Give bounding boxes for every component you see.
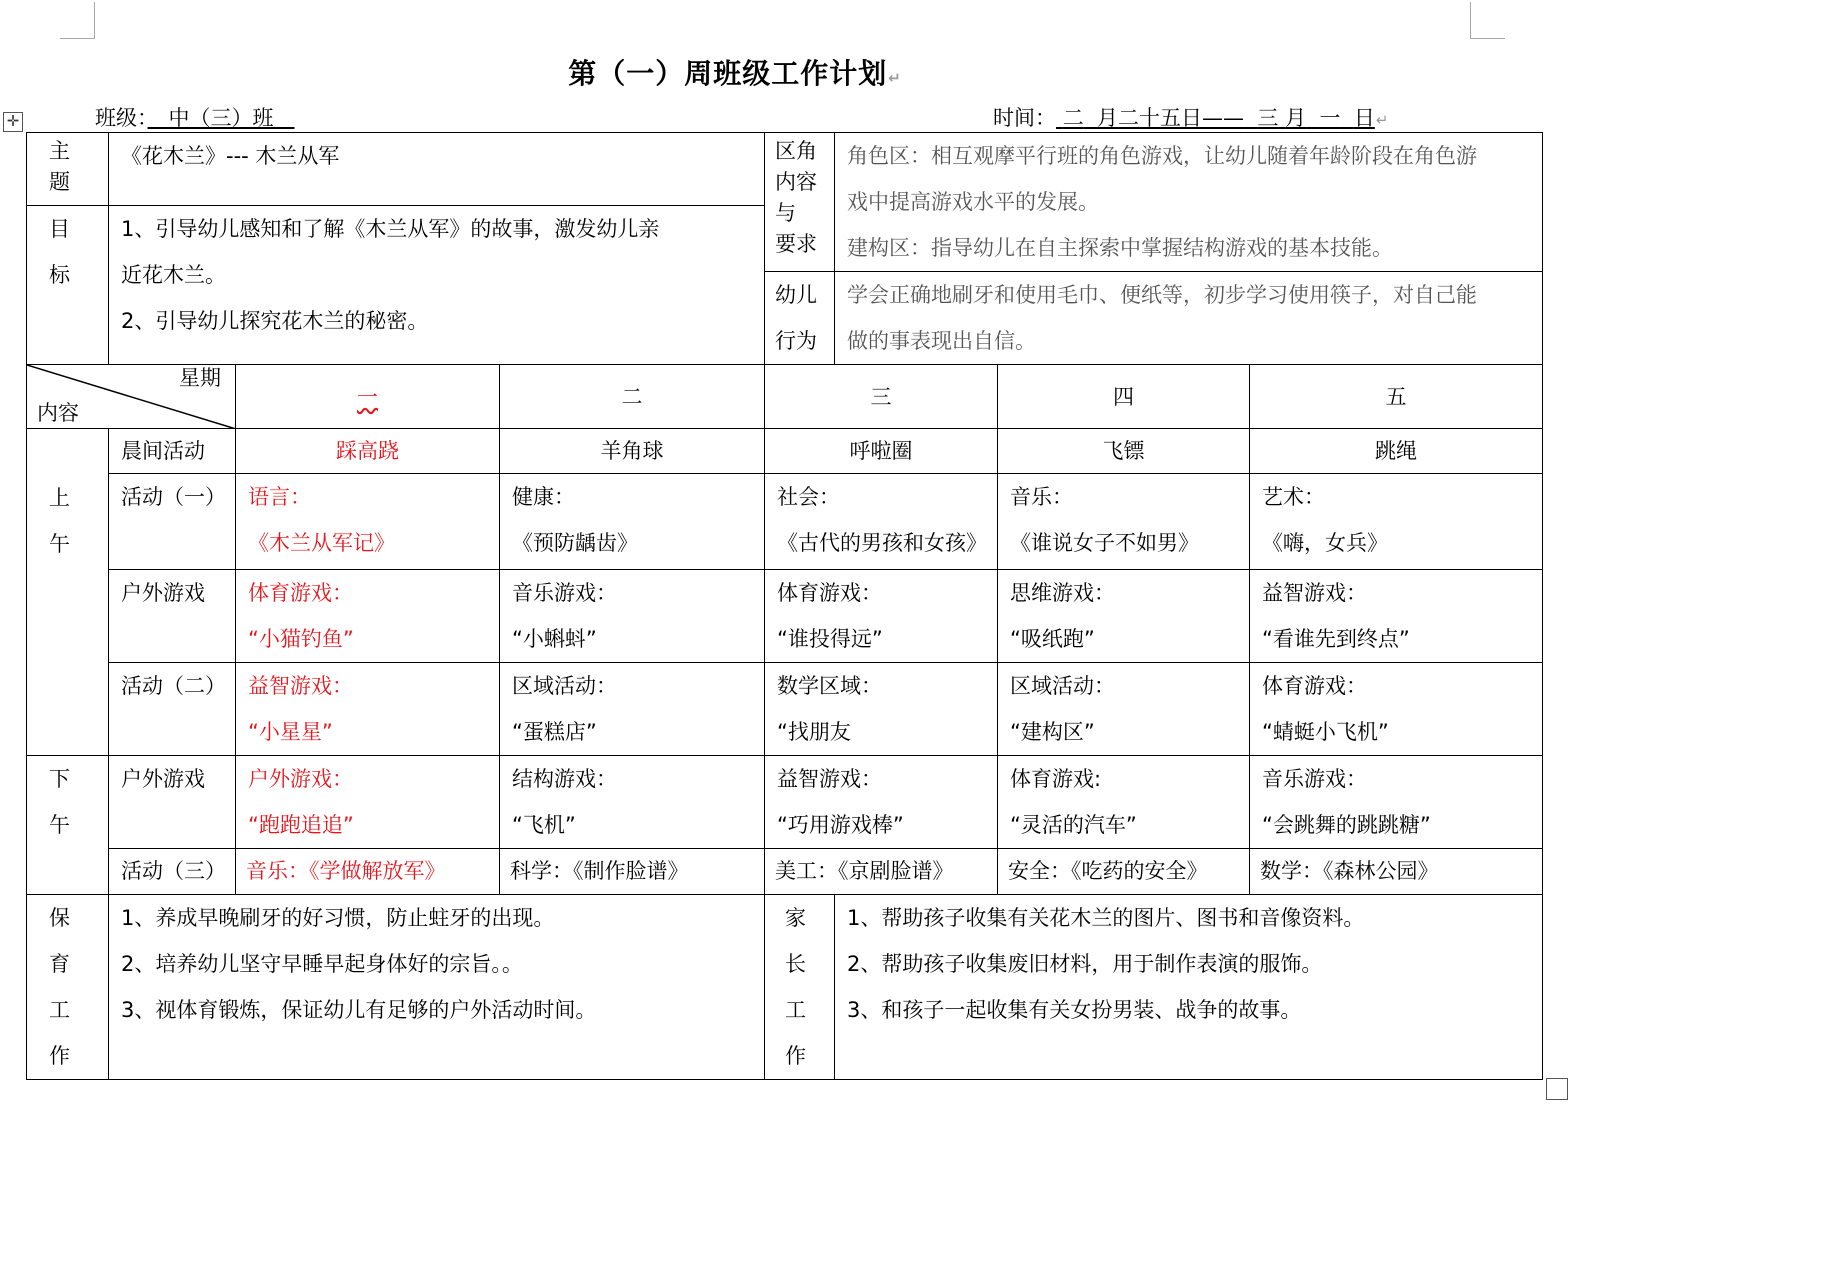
title-text: 第（一）周班级工作计划: [568, 57, 888, 90]
schedule-cell[interactable]: 踩高跷: [236, 429, 500, 474]
care-content[interactable]: 1、养成早晚刷牙的好习惯，防止蛀牙的出现。 2、培养幼儿坚守早睡早起身体好的宗旨。。 3、视体育锻炼，保证幼儿有足够的户外活动时间。: [109, 895, 765, 1080]
content-label: 内容: [37, 401, 79, 425]
schedule-cell[interactable]: 数学：《森林公园》: [1250, 849, 1543, 895]
time-info: [993, 102, 1388, 132]
day-header-1: 一: [236, 365, 500, 429]
behavior-label: 幼儿 行为: [765, 272, 835, 365]
schedule-cell[interactable]: 音乐：《学做解放军》: [236, 849, 500, 895]
schedule-cell[interactable]: 羊角球: [500, 429, 765, 474]
schedule-cell[interactable]: 户外游戏： “跑跑追追”: [236, 756, 500, 849]
margin-corner-mark: [60, 2, 95, 39]
theme-label: 主 题: [27, 133, 109, 206]
row-name: 活动（一）: [109, 474, 236, 570]
row-name: 活动（二）: [109, 663, 236, 756]
schedule-cell[interactable]: 音乐： 《谁说女子不如男》: [998, 474, 1250, 570]
schedule-cell[interactable]: 音乐游戏： “小蝌蚪”: [500, 570, 765, 663]
schedule-cell[interactable]: 社会： 《古代的男孩和女孩》: [765, 474, 998, 570]
paragraph-mark: ↵: [888, 69, 902, 87]
corner-content[interactable]: 角色区：相互观摩平行班的角色游戏，让幼儿随着年龄阶段在角色游 戏中提高游戏水平的发展。 建构区：指导幼儿在自主探索中掌握结构游戏的基本技能。: [835, 133, 1543, 272]
class-info: [95, 102, 295, 132]
corner-label: 区角 内容 与 要求: [765, 133, 835, 272]
margin-corner-mark: [1470, 2, 1505, 39]
parent-content[interactable]: 1、帮助孩子收集有关花木兰的图片、图书和音像资料。 2、帮助孩子收集废旧材料，用于制作表演的服饰。 3、和孩子一起收集有关女扮男装、战争的故事。: [835, 895, 1543, 1080]
schedule-cell[interactable]: 体育游戏： “谁投得远”: [765, 570, 998, 663]
schedule-cell[interactable]: 益智游戏： “看谁先到终点”: [1250, 570, 1543, 663]
schedule-cell[interactable]: 区域活动： “建构区”: [998, 663, 1250, 756]
document-title: [0, 52, 1470, 92]
schedule-cell[interactable]: 语言： 《木兰从军记》: [236, 474, 500, 570]
week-label: 星期: [179, 366, 221, 390]
schedule-cell[interactable]: 飞镖: [998, 429, 1250, 474]
care-label: 保 育 工 作: [27, 895, 109, 1080]
schedule-cell[interactable]: 科学：《制作脸谱》: [500, 849, 765, 895]
theme-cell[interactable]: [109, 133, 765, 206]
schedule-cell[interactable]: 艺术： 《嗨，女兵》: [1250, 474, 1543, 570]
schedule-cell[interactable]: 益智游戏： “巧用游戏棒”: [765, 756, 998, 849]
goal-label: 目 标: [27, 206, 109, 365]
goal-content[interactable]: 1、引导幼儿感知和了解《木兰从军》的故事，激发幼儿亲 近花木兰。 2、引导幼儿探究花木兰的秘密。: [109, 206, 765, 365]
morning-label: 上 午: [27, 429, 109, 756]
plan-table: [26, 132, 1543, 1080]
schedule-cell[interactable]: 体育游戏: “灵活的汽车”: [998, 756, 1250, 849]
afternoon-label: 下 午: [27, 756, 109, 895]
class-label: 班级：: [95, 106, 148, 130]
day-header-3: 三: [765, 365, 998, 429]
week-content-header: [27, 365, 236, 429]
row-name: 户外游戏: [109, 756, 236, 849]
day-header-4: 四: [998, 365, 1250, 429]
schedule-cell[interactable]: 结构游戏： “飞机”: [500, 756, 765, 849]
row-name: 晨间活动: [109, 429, 236, 474]
day-header-2: 二: [500, 365, 765, 429]
schedule-cell[interactable]: 思维游戏： “吸纸跑”: [998, 570, 1250, 663]
table-resize-handle[interactable]: [1546, 1078, 1568, 1100]
schedule-cell[interactable]: 呼啦圈: [765, 429, 998, 474]
schedule-cell[interactable]: 跳绳: [1250, 429, 1543, 474]
class-value: 中（三）班: [147, 106, 295, 130]
schedule-cell[interactable]: 音乐游戏： “会跳舞的跳跳糖”: [1250, 756, 1543, 849]
row-name: 户外游戏: [109, 570, 236, 663]
schedule-cell[interactable]: 美工：《京剧脸谱》: [765, 849, 998, 895]
schedule-cell[interactable]: 益智游戏： “小星星”: [236, 663, 500, 756]
theme-value: 《花木兰》--- 木兰从军: [121, 144, 340, 168]
day-header-5: 五: [1250, 365, 1543, 429]
schedule-cell[interactable]: 体育游戏： “小猫钓鱼”: [236, 570, 500, 663]
row-name: 活动（三）: [109, 849, 236, 895]
schedule-cell[interactable]: 区域活动： “蛋糕店”: [500, 663, 765, 756]
schedule-cell[interactable]: 安全：《吃药的安全》: [998, 849, 1250, 895]
behavior-content[interactable]: 学会正确地刷牙和使用毛巾、便纸等，初步学习使用筷子，对自己能 做的事表现出自信。: [835, 272, 1543, 365]
paragraph-mark: ↵: [1375, 111, 1389, 129]
parent-label: 家 长 工 作: [765, 895, 835, 1080]
time-value: 二 月二十五日—— 三 月 一 日: [1062, 106, 1375, 130]
schedule-cell[interactable]: 体育游戏： “蜻蜓小飞机”: [1250, 663, 1543, 756]
schedule-cell[interactable]: 健康： 《预防龋齿》: [500, 474, 765, 570]
schedule-cell[interactable]: 数学区域： “找朋友: [765, 663, 998, 756]
table-move-handle-icon[interactable]: ✛: [3, 112, 23, 132]
time-label: 时间：: [993, 106, 1056, 130]
